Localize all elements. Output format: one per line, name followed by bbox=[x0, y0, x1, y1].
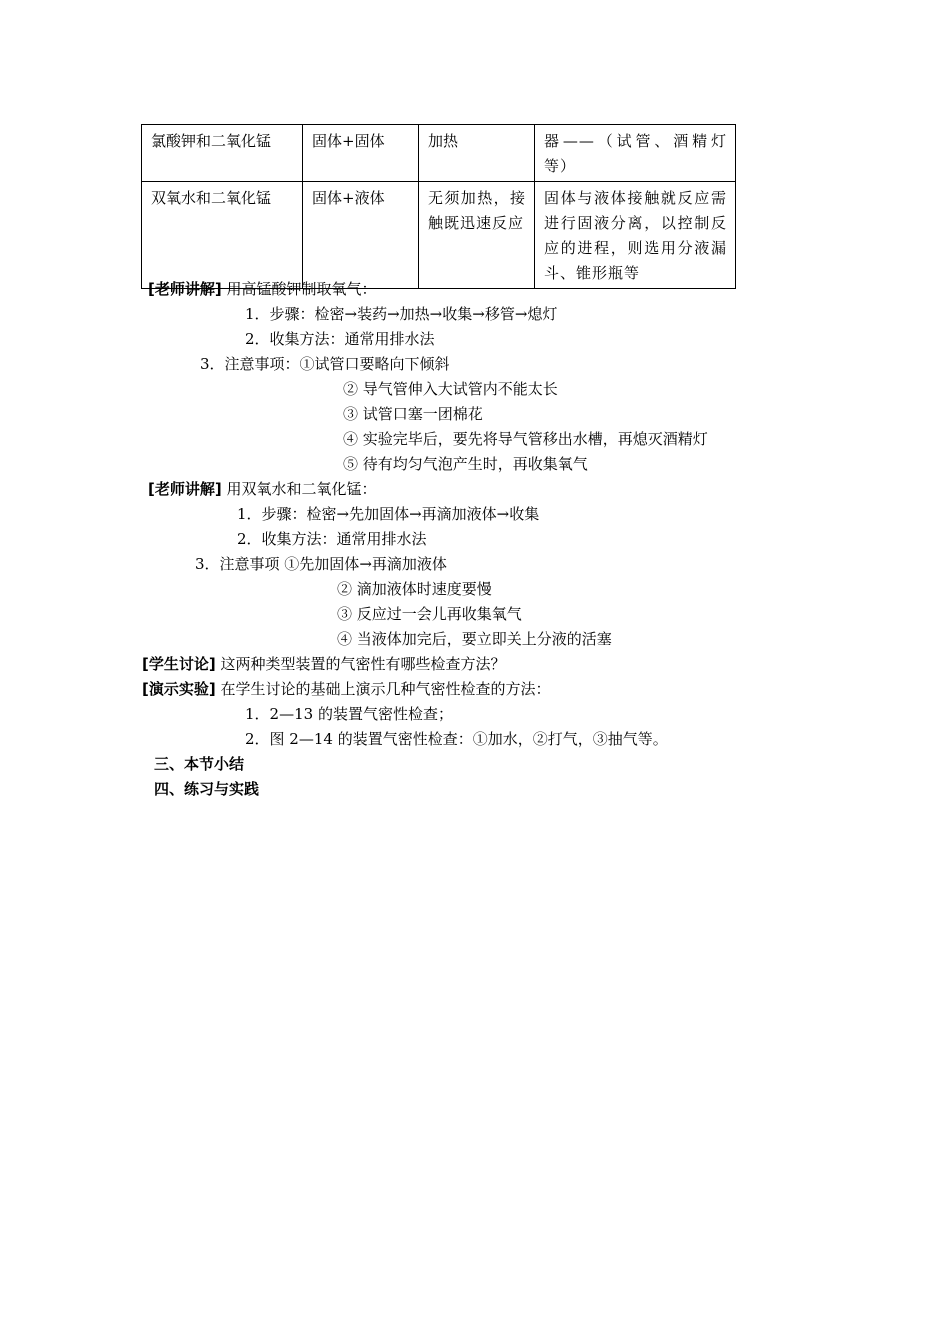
section-heading-practice: 四、练习与实践 bbox=[154, 780, 260, 798]
table-cell: 固体+液体 bbox=[303, 182, 419, 289]
reagent-table bbox=[141, 124, 736, 289]
step-line: 2．收集方法：通常用排水法 bbox=[237, 530, 427, 548]
table-cell: 无须加热，接触既迅速反应 bbox=[419, 182, 535, 289]
step-line: 3．注意事项：①试管口要略向下倾斜 bbox=[200, 355, 450, 373]
section-tag: [老师讲解] bbox=[148, 280, 222, 298]
note-line: ② 滴加液体时速度要慢 bbox=[337, 580, 492, 598]
table-row bbox=[142, 182, 736, 289]
table-cell: 双氧水和二氧化锰 bbox=[142, 182, 303, 289]
table-cell: 加热 bbox=[419, 125, 535, 182]
demo-experiment bbox=[142, 677, 551, 702]
table-cell: 固体+固体 bbox=[303, 125, 419, 182]
section-text: 用双氧水和二氧化锰： bbox=[226, 480, 377, 498]
note-line: ③ 试管口塞一团棉花 bbox=[343, 405, 483, 423]
note-line: ② 导气管伸入大试管内不能太长 bbox=[343, 380, 558, 398]
teacher-explanation-1 bbox=[148, 277, 377, 302]
note-line: ④ 当液体加完后，要立即关上分液的活塞 bbox=[337, 630, 612, 648]
section-text: 在学生讨论的基础上演示几种气密性检查的方法： bbox=[220, 680, 551, 698]
section-text: 用高锰酸钾制取氧气： bbox=[226, 280, 377, 298]
section-heading-summary: 三、本节小结 bbox=[154, 755, 245, 773]
step-line: 1．步骤：检密→先加固体→再滴加液体→收集 bbox=[237, 505, 540, 523]
note-line: ③ 反应过一会儿再收集氧气 bbox=[337, 605, 522, 623]
step-line: 2．收集方法：通常用排水法 bbox=[245, 330, 435, 348]
section-tag: [演示实验] bbox=[142, 680, 216, 698]
teacher-explanation-2 bbox=[148, 477, 377, 502]
section-tag: [老师讲解] bbox=[148, 480, 222, 498]
student-discussion bbox=[142, 652, 506, 677]
table-cell: 氯酸钾和二氧化锰 bbox=[142, 125, 303, 182]
step-line: 3．注意事项 ①先加固体→再滴加液体 bbox=[195, 555, 447, 573]
section-tag: [学生讨论] bbox=[142, 655, 216, 673]
note-line: ⑤ 待有均匀气泡产生时，再收集氧气 bbox=[343, 455, 588, 473]
table-cell: 固体与液体接触就反应需进行固液分离，以控制反应的进程，则选用分液漏斗、锥形瓶等 bbox=[535, 182, 736, 289]
table-row bbox=[142, 125, 736, 182]
step-line: 1．步骤：检密→装药→加热→收集→移管→熄灯 bbox=[245, 305, 558, 323]
table-cell: 器——（试管、酒精灯等） bbox=[535, 125, 736, 182]
section-text: 这两种类型装置的气密性有哪些检查方法？ bbox=[220, 655, 506, 673]
demo-item: 1．2—13 的装置气密性检查； bbox=[245, 705, 453, 723]
demo-item: 2．图 2—14 的装置气密性检查：①加水，②打气，③抽气等。 bbox=[245, 730, 668, 748]
note-line: ④ 实验完毕后，要先将导气管移出水槽，再熄灭酒精灯 bbox=[343, 430, 708, 448]
